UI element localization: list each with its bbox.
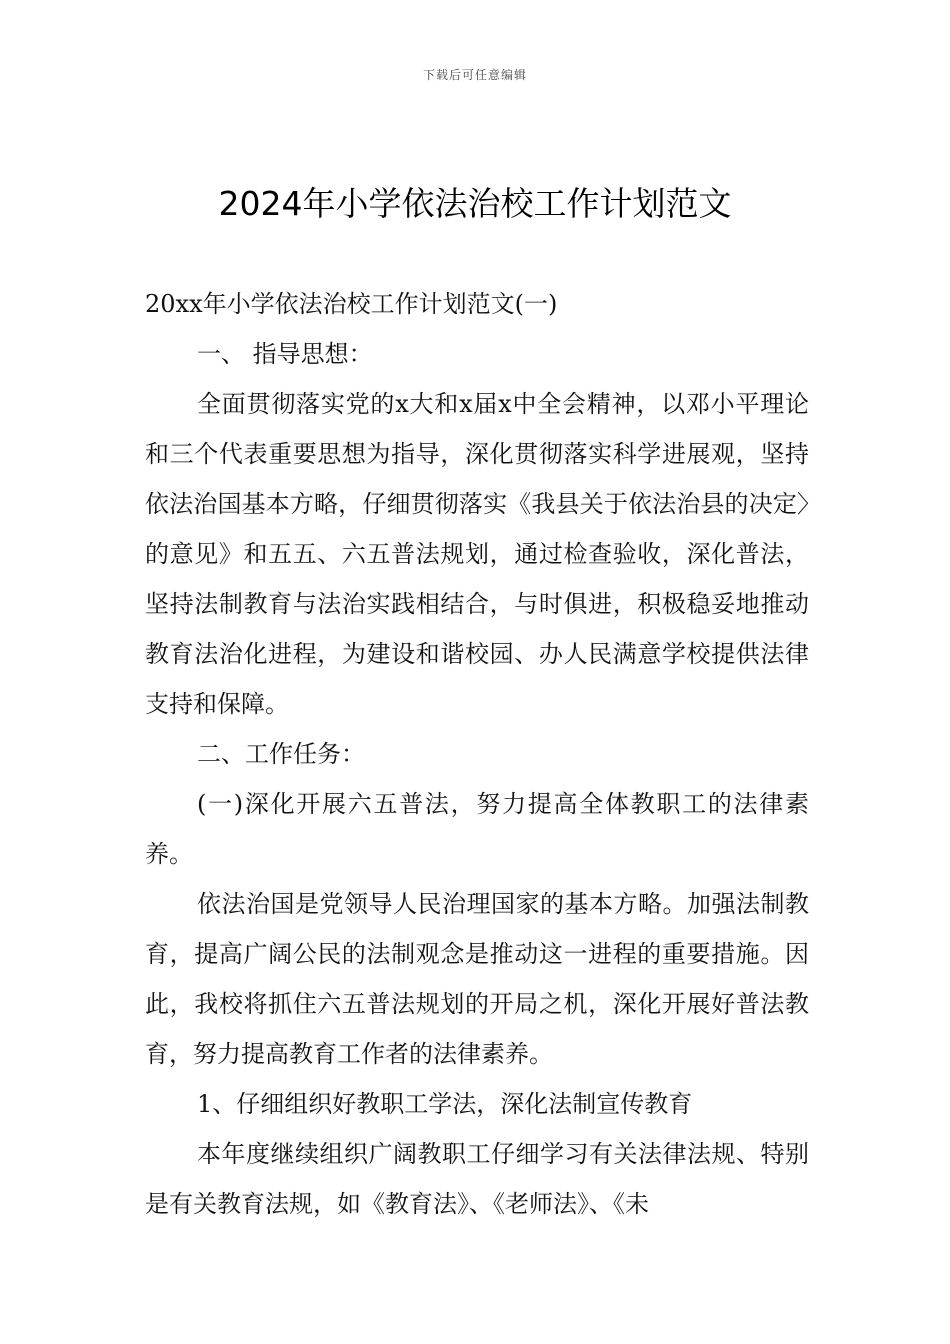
document-title: 2024年小学依法治校工作计划范文 (218, 184, 732, 223)
paragraph-staff-study: 本年度继续组织广阔教职工仔细学习有关法律法规、特别是有关教育法规，如《教育法》、《老师法》、《未 (145, 1140, 809, 1218)
heading-work-tasks: 二、工作任务： (197, 740, 365, 768)
item-heading-staff-study: 1、仔细组织好教职工学法，深化法制宣传教育 (197, 1090, 693, 1118)
document-body (145, 279, 809, 1229)
paragraph-guiding-ideology: 全面贯彻落实党的x大和x届x中全会精神，以邓小平理论和三个代表重要思想为指导，深化贯彻落实科学进展观，坚持依法治国基本方略，仔细贯彻落实《我县关于依法治县的决定〉的意见》和五五、六五普法规划，通过检查验收，深化普法，坚持法制教育与法治实践相结合，与时俱进，积极稳妥地推动教育法治化进程，为建设和谐校园、办人民满意学校提供法律支持和保障。 (145, 390, 809, 718)
subheading-task-one: (一)深化开展六五普法，努力提高全体教职工的法律素养。 (145, 790, 809, 868)
heading-guiding-ideology: 一、 指导思想： (197, 340, 373, 368)
section-subtitle: 20xx年小学依法治校工作计划范文(一) (145, 290, 558, 318)
header-note: 下载后可任意编辑 (422, 68, 527, 82)
paragraph-rule-of-law: 依法治国是党领导人民治理国家的基本方略。加强法制教育，提高广阔公民的法制观念是推动这一进程的重要措施。因此，我校将抓住六五普法规划的开局之机，深化开展好普法教育，努力提高教育工作者的法律素养。 (145, 890, 809, 1068)
